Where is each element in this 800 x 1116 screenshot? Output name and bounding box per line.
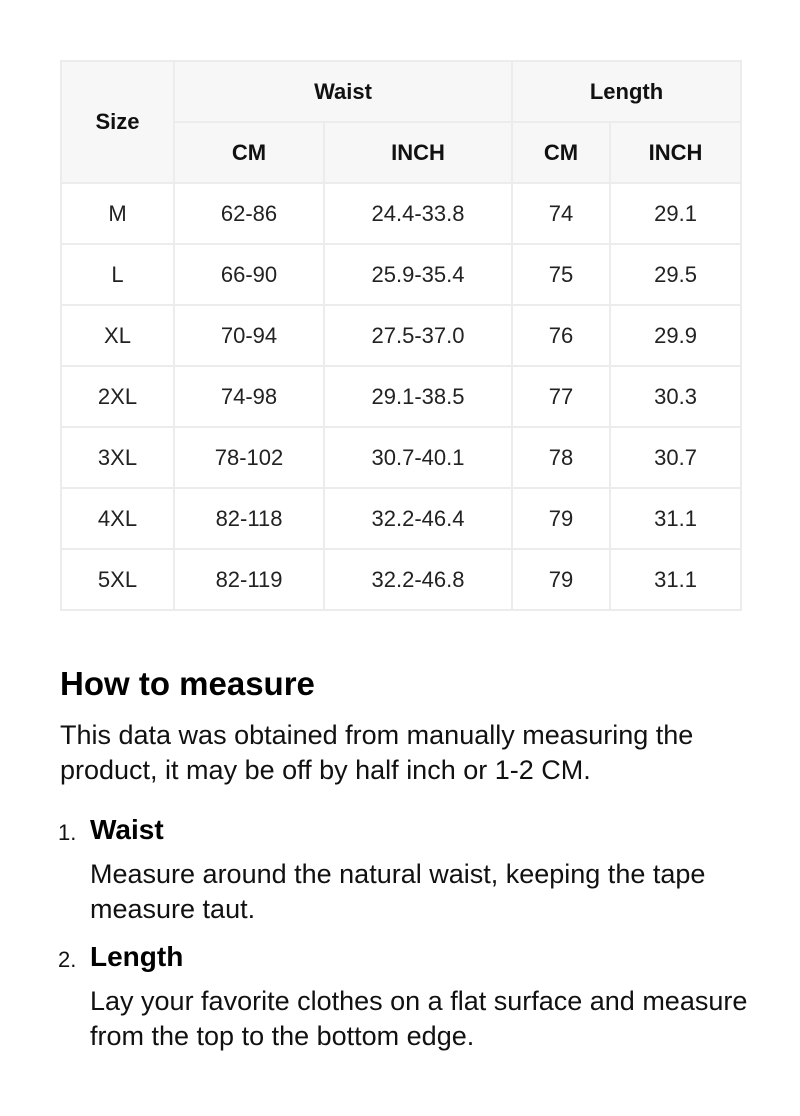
cell-length-cm: 79 xyxy=(512,488,610,549)
cell-waist-cm: 66-90 xyxy=(174,244,324,305)
cell-length-inch: 30.3 xyxy=(610,366,741,427)
header-length: Length xyxy=(512,61,741,122)
step-number: 1. xyxy=(58,820,77,845)
cell-waist-cm: 62-86 xyxy=(174,183,324,244)
cell-size: M xyxy=(61,183,174,244)
cell-waist-cm: 74-98 xyxy=(174,366,324,427)
cell-waist-cm: 78-102 xyxy=(174,427,324,488)
cell-length-cm: 75 xyxy=(512,244,610,305)
list-item xyxy=(60,812,750,927)
header-length-inch: INCH xyxy=(610,122,741,183)
table-row xyxy=(61,549,741,610)
header-size: Size xyxy=(61,61,174,183)
header-length-cm: CM xyxy=(512,122,610,183)
cell-size: XL xyxy=(61,305,174,366)
table-row xyxy=(61,488,741,549)
cell-length-inch: 29.9 xyxy=(610,305,741,366)
cell-size: 3XL xyxy=(61,427,174,488)
step-title: Waist xyxy=(90,814,164,845)
cell-length-inch: 29.5 xyxy=(610,244,741,305)
table-row xyxy=(61,366,741,427)
step-description: Measure around the natural waist, keeping the tape measure taut. xyxy=(90,859,706,924)
table-row xyxy=(61,183,741,244)
cell-waist-inch: 32.2-46.8 xyxy=(324,549,512,610)
cell-size: 5XL xyxy=(61,549,174,610)
cell-waist-inch: 29.1-38.5 xyxy=(324,366,512,427)
table-header xyxy=(61,61,741,183)
header-waist-inch: INCH xyxy=(324,122,512,183)
cell-length-inch: 30.7 xyxy=(610,427,741,488)
cell-size: 4XL xyxy=(61,488,174,549)
how-to-measure-heading: How to measure xyxy=(60,665,315,702)
cell-length-cm: 77 xyxy=(512,366,610,427)
cell-length-cm: 74 xyxy=(512,183,610,244)
header-waist-cm: CM xyxy=(174,122,324,183)
cell-length-inch: 31.1 xyxy=(610,549,741,610)
size-chart-table xyxy=(60,60,742,611)
measure-steps-list xyxy=(60,812,750,1066)
header-waist: Waist xyxy=(174,61,512,122)
cell-waist-inch: 25.9-35.4 xyxy=(324,244,512,305)
step-description: Lay your favorite clothes on a flat surface and measure from the top to the bottom edge. xyxy=(90,986,748,1051)
list-item xyxy=(60,939,750,1054)
cell-waist-inch: 32.2-46.4 xyxy=(324,488,512,549)
cell-waist-inch: 27.5-37.0 xyxy=(324,305,512,366)
step-number: 2. xyxy=(58,947,77,972)
step-title: Length xyxy=(90,941,184,972)
measure-intro-text: This data was obtained from manually measuring the product, it may be off by half inch or 1-2 CM. xyxy=(60,720,694,785)
table-row xyxy=(61,427,741,488)
cell-waist-cm: 70-94 xyxy=(174,305,324,366)
cell-waist-inch: 24.4-33.8 xyxy=(324,183,512,244)
cell-waist-cm: 82-118 xyxy=(174,488,324,549)
cell-waist-inch: 30.7-40.1 xyxy=(324,427,512,488)
cell-length-cm: 78 xyxy=(512,427,610,488)
cell-waist-cm: 82-119 xyxy=(174,549,324,610)
cell-length-cm: 79 xyxy=(512,549,610,610)
table-row xyxy=(61,244,741,305)
cell-size: L xyxy=(61,244,174,305)
header-row-groups xyxy=(61,61,741,122)
cell-length-cm: 76 xyxy=(512,305,610,366)
table-body xyxy=(61,183,741,610)
table-row xyxy=(61,305,741,366)
cell-length-inch: 31.1 xyxy=(610,488,741,549)
cell-length-inch: 29.1 xyxy=(610,183,741,244)
cell-size: 2XL xyxy=(61,366,174,427)
